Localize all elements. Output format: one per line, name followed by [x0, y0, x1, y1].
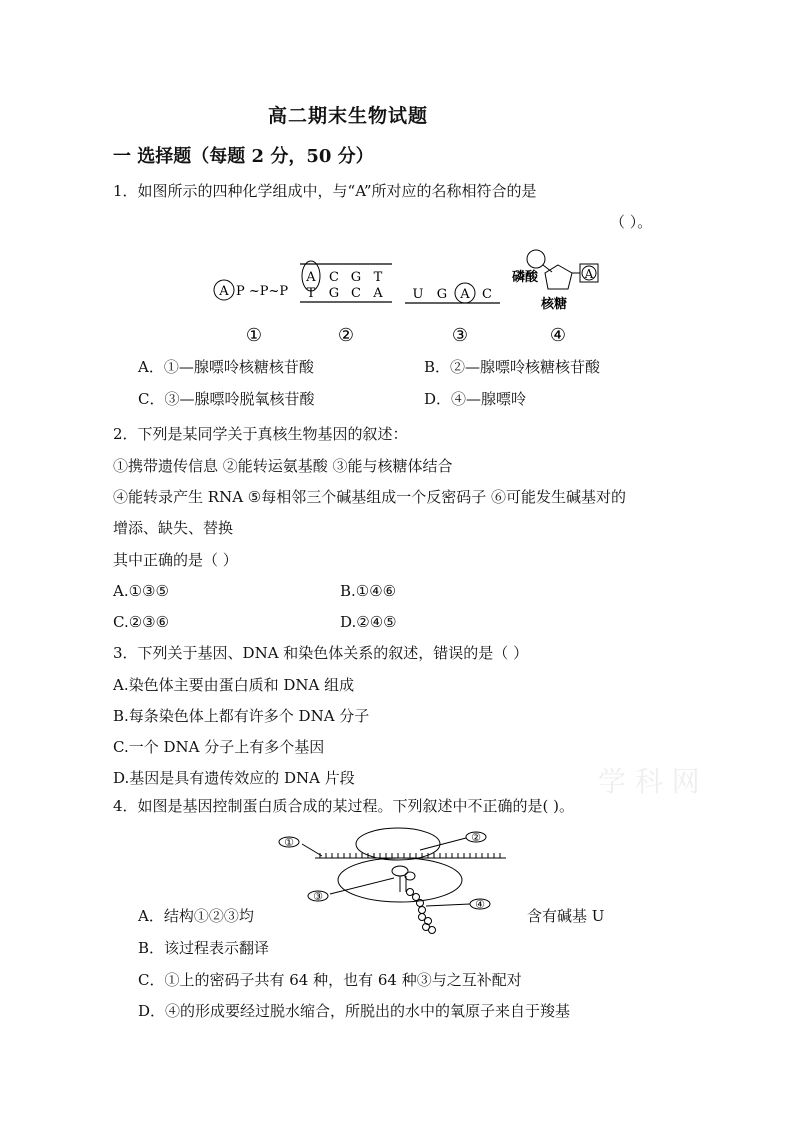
q1-figure-number: ① [245, 325, 263, 346]
q1-dna-bottom-base: G [328, 286, 340, 301]
q1-dna-bottom-base: A [373, 286, 383, 301]
q1-dna-top-base: A [306, 270, 316, 285]
q4-option-a-part1: A．结构①②③均 [138, 907, 254, 925]
q1-structure-atp [214, 280, 288, 300]
q1-phosphate-label: 磷酸 [512, 270, 539, 285]
q1-option-a: A．①—腺嘌呤核糖核苷酸 [138, 358, 314, 376]
q2-option-a: A.①③⑤ [113, 582, 169, 600]
page-title: 高二期末生物试题 [268, 105, 429, 127]
q1-sugar-label: 核糖 [541, 297, 568, 312]
q1-structure-rna [405, 283, 500, 303]
q4-mrna-ticks [320, 853, 500, 858]
q1-rna-base: A [460, 287, 470, 302]
q4-label-mrna: ① [284, 836, 294, 849]
q1-figure-number: ④ [549, 325, 567, 346]
q1-dna-top-base: T [373, 270, 383, 285]
q1-option-b: B．②—腺嘌呤核糖核苷酸 [424, 358, 601, 376]
q1-structure-nucleotide [512, 250, 598, 312]
q4-option-d: D．④的形成要经过脱水缩合，所脱出的水中的氧原子来自于羧基 [138, 1002, 571, 1020]
section-heading: 一 选择题（每题 2 分，50 分） [113, 146, 374, 167]
q1-option-c: C．③—腺嘌呤脱氧核苷酸 [138, 390, 315, 408]
q4-translation-figure [270, 820, 510, 940]
q1-structure-dna [300, 261, 392, 302]
q2-option-d: D.②④⑤ [340, 613, 397, 631]
q1-figure [200, 245, 620, 350]
q1-stem: 1．如图所示的四种化学组成中，与“A”所对应的名称相符合的是 [113, 182, 537, 200]
q3-option-a: A.染色体主要由蛋白质和 DNA 组成 [113, 676, 355, 694]
watermark: 学 科 网 [598, 765, 700, 798]
q4-option-b: B．该过程表示翻译 [138, 939, 270, 957]
q4-stem: 4．如图是基因控制蛋白质合成的某过程。下列叙述中不正确的是( )。 [113, 797, 575, 815]
q1-answer-bracket: （ ）。 [610, 213, 653, 231]
q1-rna-base: U [412, 287, 424, 302]
q4-label-polypeptide: ④ [475, 898, 485, 911]
q4-label-trna: ③ [313, 890, 323, 903]
q2-option-b: B.①④⑥ [340, 582, 397, 600]
q1-rna-base: G [436, 287, 448, 302]
q2-statement-line: ①携带遗传信息 ②能转运氨基酸 ③能与核糖体结合 [113, 457, 453, 475]
q3-option-c: C.一个 DNA 分子上有多个基因 [113, 738, 325, 756]
q2-statement-line: 增添、缺失、替换 [113, 519, 234, 537]
q1-sugar-shape [545, 265, 572, 289]
q2-statement-line: ④能转录产生 RNA ⑤每相邻三个碱基组成一个反密码子 ⑥可能发生碱基对的 [113, 488, 627, 506]
q3-stem: 3．下列关于基因、DNA 和染色体关系的叙述，错误的是（ ） [113, 644, 529, 662]
q2-option-c: C.②③⑥ [113, 613, 170, 631]
q1-rna-base: C [482, 287, 492, 302]
q4-label-ribosome: ② [471, 831, 481, 844]
q1-figure-number: ② [337, 325, 355, 346]
q2-stem: 2．下列是某同学关于真核生物基因的叙述： [113, 425, 408, 443]
q1-atp-phosphates-label: P ~P~P [236, 284, 289, 299]
q3-option-b: B.每条染色体上都有许多个 DNA 分子 [113, 707, 370, 725]
q4-option-a-part2: 含有碱基 U [527, 907, 605, 925]
q1-dna-top-base: C [329, 270, 339, 285]
q1-phosphate-shape [527, 250, 545, 268]
q1-dna-bottom-base: C [351, 286, 361, 301]
q1-atp-base-label: A [219, 284, 229, 299]
q1-nucleotide-base-label: A [584, 267, 594, 281]
q1-figure-number: ③ [451, 325, 469, 346]
q1-dna-top-base: G [350, 270, 362, 285]
q4-trna-shape [392, 866, 415, 892]
q4-option-c: C．①上的密码子共有 64 种，也有 64 种③与之互补配对 [138, 971, 522, 989]
q1-option-d: D．④—腺嘌呤 [424, 390, 527, 408]
q1-dna-bottom-base: T [306, 286, 316, 301]
q2-prompt: 其中正确的是（ ） [113, 551, 238, 569]
q3-option-d: D.基因是具有遗传效应的 DNA 片段 [113, 769, 355, 787]
q4-polypeptide-chain [407, 889, 436, 934]
